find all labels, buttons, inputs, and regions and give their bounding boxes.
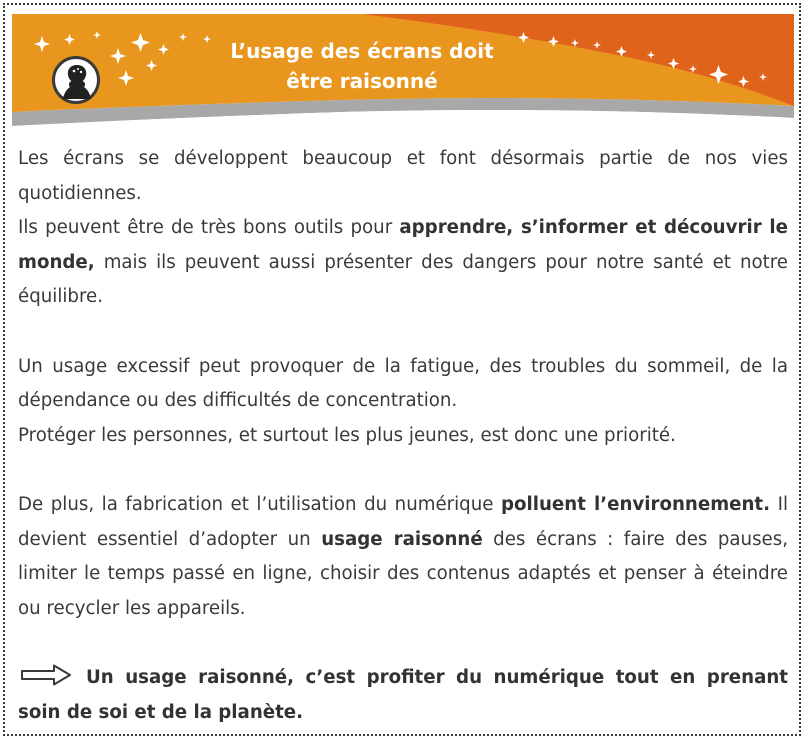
header-title [172,36,552,96]
conclusion-text: Un usage raisonné, c’est profiter du numérique tout en prenant soin de soi et de la planète. [18,666,788,723]
paragraph-protect: Protéger les personnes, et surtout les plus jeunes, est donc une priorité. [18,424,676,446]
text-span: Ils peuvent être de très bons outils pour [18,217,400,239]
bold-span: usage raisonné [321,528,483,550]
bold-span: apprendre, s’informer et découvrir le monde, [18,217,788,273]
paragraph-risks: Un usage excessif peut provoquer de la fatigue, des troubles du sommeil, de la dépendance ou des difficultés de concentration. [18,355,788,412]
title-line-2: être raisonné [286,69,438,93]
paragraph-conclusion [18,661,788,730]
arrow-right-outline-icon [20,664,72,684]
text-span: De plus, la fabrication et l’utilisation du numérique [18,493,501,515]
text-span: mais ils peuvent aussi présenter des dangers pour notre santé et notre équilibre. [18,251,788,308]
paragraph-tools [18,211,788,315]
text-span: Il devient essentiel d’adopter un [18,493,789,550]
paragraph-intro: Les écrans se développent beaucoup et font désormais partie de nos vies quotidiennes. [18,148,788,204]
title-line-1: L’usage des écrans doit [230,39,494,63]
paragraph-environment [18,488,788,626]
bold-span: polluent l’environnement. [500,493,771,515]
silhouette-portrait-icon [52,56,100,104]
main-text [18,142,788,730]
text-span: des écrans : faire des pauses, limiter le temps passé en ligne, choisir des contenus adaptés et penser à éteindre ou recycler les appareils. [18,528,789,619]
header-banner [12,14,794,126]
